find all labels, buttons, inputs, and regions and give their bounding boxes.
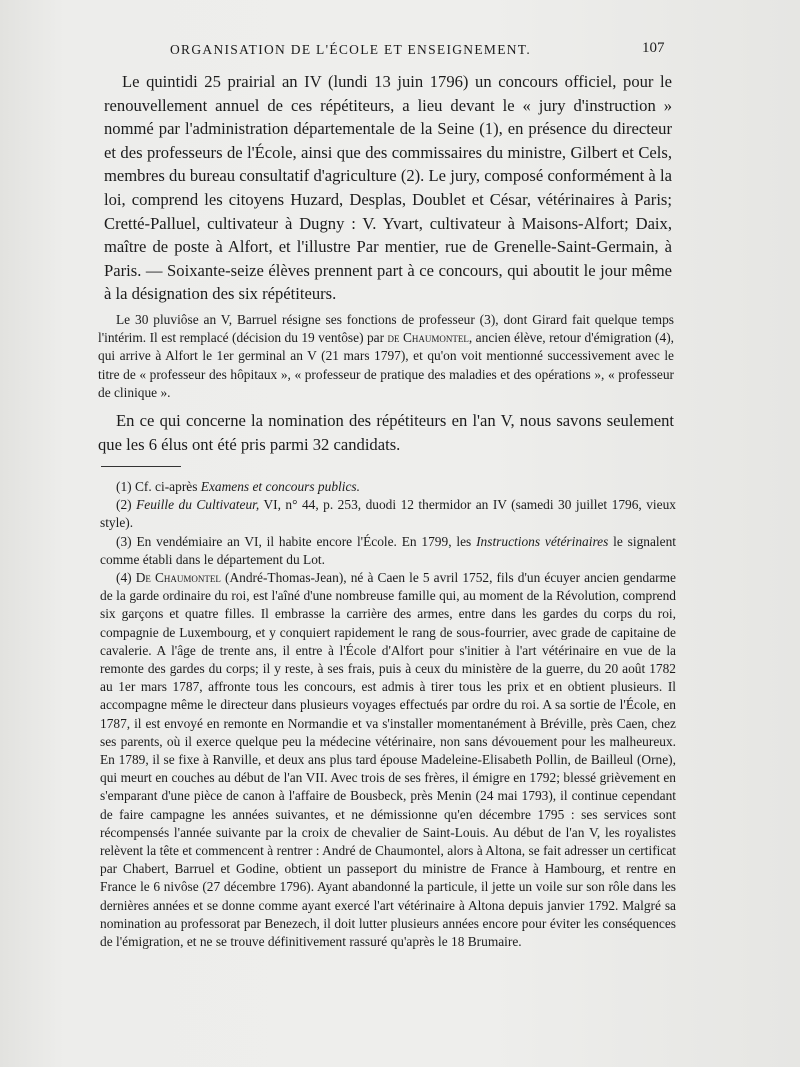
small-paragraph-text-before: Le 30 pluviôse an V, Barruel résigne ses fonctions de professeur (3), dont Girard fait quelque temps l'intérim. Il est remplacé (décision du 19 ventôse) par: [98, 312, 674, 346]
small-paragraph-text-after: ancien élève, retour d'émigration (4), qui arrive à Alfort le 1er germinal an V (21 mars 1797), et qu'on voit mentionné successivement avec le titre de « professeur des hôpitaux », « professeur de pratique des maladies et des opérations », « professeur de clinique ».: [98, 330, 675, 400]
footnote-1-text: Cf. ci-après: [131, 479, 201, 494]
footnotes: [100, 478, 676, 951]
footnote-4-text: (André-Thomas-Jean), né à Caen le 5 avril 1752, fils d'un écuyer ancien gendarme de la garde ordinaire du roi, est l'aîné d'une nombreuse famille qui, au moment de la Révolution, comprend six garçons et quatre filles. Il embrasse la carrière des armes, entre dans les gardes du corps du roi, compagnie de Luxembourg, et y conquiert rapidement le rang de sous-fourrier, avec grade de capitaine de cavalerie. A l'âge de trente ans, il entre à l'École d'Alfort pour s'initier à l'art vétérinaire en vue de la remonte des gardes du corps; il y reste, à ses frais, puis à ceux du ministère de la guerre, du 20 août 1782 au 1er mars 1787, affronte tous les concours, est admis à tirer tous les prix et en obtient plusieurs. Il accompagne même le directeur dans plusieurs voyages effectués par ordre du roi. A sa sortie de l'École, en 1787, il est envoyé en remonte en Normandie et va s'installer momentanément à Bréville, près Caen, chez ses parents, où il exerce quelque peu la médecine vétérinaire, non sans dévouement pour les malheureux. En 1789, il se fixe à Ranville, et deux ans plus tard épouse Madeleine-Elisabeth Pollin, de Bailleul (Orne), qui meurt en couches au début de l'an VII. Avec trois de ses frères, il émigre en 1792; blessé grièvement en s'emparant d'une pièce de canon à l'affaire de Bousbeck, près Menin (24 mai 1793), il continue cependant de faire campagne les années suivantes, et ne démissionne qu'en décembre 1795 : ses services sont récompensés l'année suivante par la croix de chevalier de Saint-Louis. Au début de l'an V, les royalistes relèvent la tête et commencent à rentrer : André de Chaumontel, alors à Altona, se fait adresser un certificat par Chabert, Barruel et Godine, obtient un passeport du ministre de France à Hambourg, et rentre en France le 6 nivôse (27 décembre 1796). Ayant abandonné la particule, il jette un voile sur son rôle dans les dernières années et se donne comme ayant exercé l'art vétérinaire à Altona depuis janvier 1792. Malgré sa nomination au professorat par Benezech, il doit lutter plusieurs années encore pour éviter les conséquences de l'émigration, et ne se trouve définitivement rassuré qu'après le 18 Brumaire.: [100, 570, 676, 950]
chaumontel-name: de Chaumontel,: [387, 330, 473, 346]
footnote-2-number: (2): [116, 497, 132, 513]
body-paragraph-1: Le quintidi 25 prairial an IV (lundi 13 juin 1796) un concours officiel, pour le renouvellement annuel de ces répétiteurs, a lieu devant le « jury d'instruction » nommé par l'administration départementale de la Seine (1), en présence du directeur et des professeurs de l'École, ainsi que des commissaires du ministre, Gilbert et Cels, membres du bureau consultatif d'agriculture (2). Le jury, composé conformément à la loi, comprend les citoyens Huzard, Desplas, Doublet et César, vétérinaires à Paris; Cretté-Palluel, cultivateur à Dugny : V. Yvart, cultivateur à Maisons-Alfort; Daix, maître de poste à Alfort, et l'illustre Par mentier, rue de Grenelle-Saint-Germain, à Paris. — Soixante-seize élèves prennent part à ce concours, qui aboutit le jour même à la désignation des six répétiteurs.: [104, 72, 672, 304]
footnote-2-italic: Feuille du Cultivateur,: [136, 497, 260, 513]
footnote-2-text: VI, n° 44, p. 253, duodi 12 thermidor an IV (samedi 30 juillet 1796, vieux style).: [100, 497, 676, 531]
footnote-3-text-end: le signalent comme établi dans le département du Lot.: [100, 533, 676, 567]
footnote-4-number: (4): [116, 570, 132, 586]
footnote-2: [100, 496, 676, 532]
body-paragraph-2: En ce qui concerne la nomination des répétiteurs en l'an V, nous savons seulement que les 6 élus ont été pris parmi 32 candidats.: [98, 411, 674, 454]
footnote-3: [100, 533, 676, 569]
footnote-4: [100, 569, 676, 951]
footnote-3-text: En vendémiaire an VI, il habite encore l'École. En 1799, les: [131, 533, 477, 549]
footnote-1-italic: Examens et concours publics.: [200, 479, 360, 494]
running-head: [170, 42, 670, 58]
footnote-1: [100, 478, 676, 496]
footnote-separator: [101, 466, 181, 467]
footnote-4-name: De Chaumontel: [135, 570, 221, 586]
small-print-paragraph: [98, 311, 674, 402]
footnote-3-italic: Instructions vétérinaires: [476, 533, 609, 549]
footnote-3-number: (3): [116, 533, 132, 549]
footnote-1-number: (1): [116, 479, 132, 494]
running-title: ORGANISATION DE L'ÉCOLE ET ENSEIGNEMENT.: [170, 42, 532, 57]
page-number: 107: [642, 40, 665, 56]
